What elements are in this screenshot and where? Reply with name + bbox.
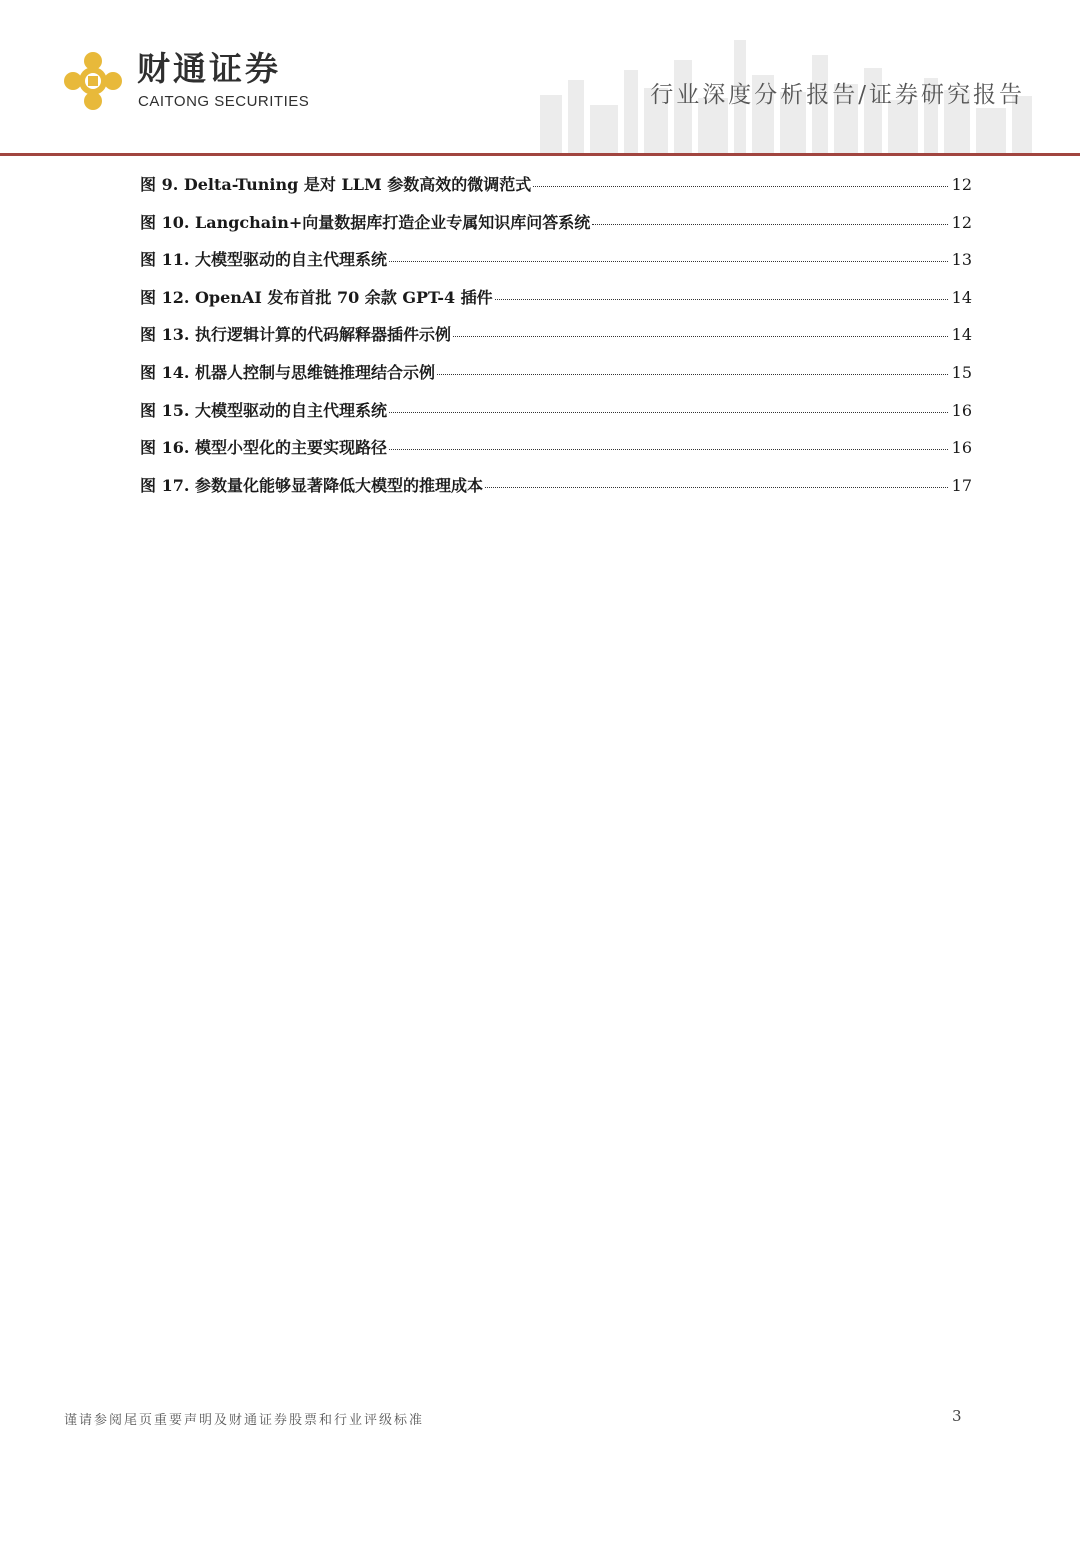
dot-leader bbox=[437, 373, 948, 375]
figure-list-entry[interactable] bbox=[140, 283, 972, 321]
dot-leader bbox=[389, 448, 948, 450]
brand-name-cn: 财通证券 bbox=[137, 49, 281, 88]
figure-list-entry[interactable] bbox=[140, 471, 972, 509]
figure-entry-page: 16 bbox=[951, 400, 972, 420]
figure-entry-page: 15 bbox=[951, 362, 972, 382]
figure-entry-label: 图 15. 大模型驱动的自主代理系统 bbox=[140, 400, 387, 420]
figure-entry-label: 图 11. 大模型驱动的自主代理系统 bbox=[140, 250, 387, 270]
figure-list-entry[interactable] bbox=[140, 208, 972, 246]
dot-leader bbox=[453, 335, 948, 337]
dot-leader bbox=[592, 223, 948, 225]
report-type-title: 行业深度分析报告/证券研究报告 bbox=[650, 82, 1025, 108]
figure-list-entry[interactable] bbox=[140, 170, 972, 208]
figure-list-entry[interactable] bbox=[140, 433, 972, 471]
figure-entry-label: 图 13. 执行逻辑计算的代码解释器插件示例 bbox=[140, 325, 451, 345]
footer-disclaimer: 谨请参阅尾页重要声明及财通证券股票和行业评级标准 bbox=[64, 1413, 425, 1428]
page-number: 3 bbox=[952, 1407, 962, 1425]
figure-list-entry[interactable] bbox=[140, 245, 972, 283]
brand-name-en: CAITONG SECURITIES bbox=[138, 93, 310, 110]
figure-entry-page: 13 bbox=[951, 250, 972, 270]
figure-entry-page: 14 bbox=[951, 287, 972, 307]
figure-entry-label: 图 10. Langchain+向量数据库打造企业专属知识库问答系统 bbox=[140, 212, 591, 232]
dot-leader bbox=[389, 411, 948, 413]
figure-entry-label: 图 9. Delta-Tuning 是对 LLM 参数高效的微调范式 bbox=[140, 175, 532, 194]
caitong-logo-icon bbox=[62, 50, 124, 112]
figure-entry-label: 图 14. 机器人控制与思维链推理结合示例 bbox=[140, 362, 435, 382]
dot-leader bbox=[389, 260, 948, 262]
figure-entry-label: 图 17. 参数量化能够显著降低大模型的推理成本 bbox=[140, 475, 483, 495]
dot-leader bbox=[485, 486, 948, 488]
figure-list bbox=[140, 170, 972, 508]
figure-entry-page: 12 bbox=[951, 212, 972, 232]
skyline-watermark bbox=[520, 0, 1040, 154]
dot-leader bbox=[495, 298, 948, 300]
header-divider bbox=[0, 153, 1080, 156]
figure-entry-page: 16 bbox=[951, 438, 972, 458]
page-header bbox=[0, 0, 1080, 158]
figure-list-entry[interactable] bbox=[140, 396, 972, 434]
figure-list-entry[interactable] bbox=[140, 320, 972, 358]
figure-entry-page: 14 bbox=[951, 325, 972, 345]
figure-entry-page: 12 bbox=[951, 175, 972, 194]
figure-entry-label: 图 16. 模型小型化的主要实现路径 bbox=[140, 438, 387, 458]
figure-list-entry[interactable] bbox=[140, 358, 972, 396]
dot-leader bbox=[533, 185, 948, 187]
figure-entry-page: 17 bbox=[951, 475, 972, 495]
figure-entry-label: 图 12. OpenAI 发布首批 70 余款 GPT-4 插件 bbox=[140, 287, 493, 307]
